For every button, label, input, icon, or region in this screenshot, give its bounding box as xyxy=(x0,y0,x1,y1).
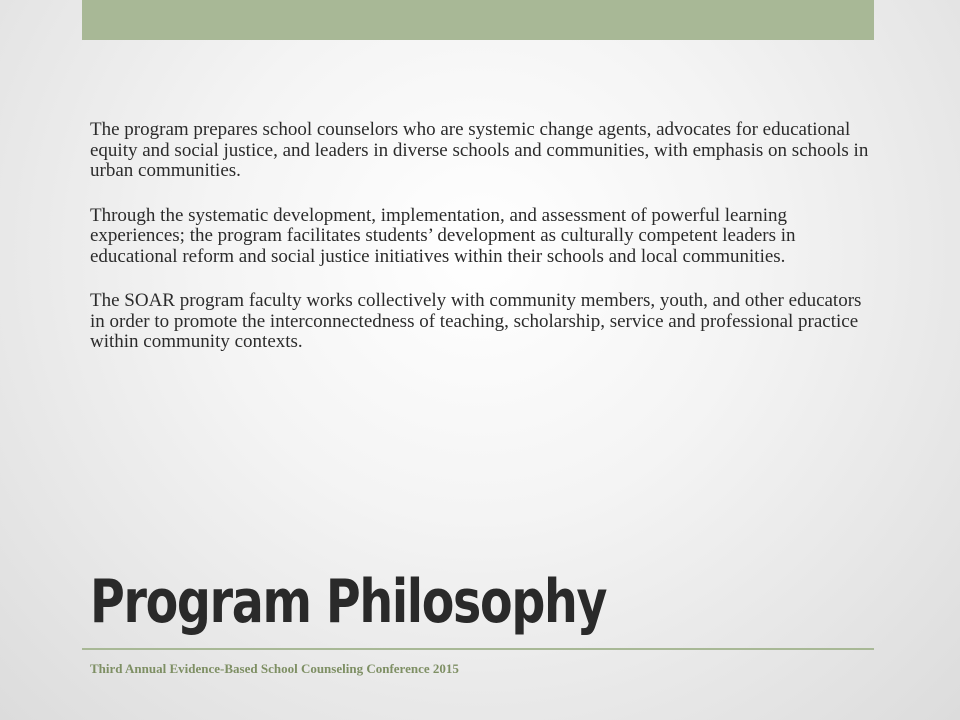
paragraph-development: Through the systematic development, implementation, and assessment of powerful learning experiences; the program facilitates students’ development as culturally competent leaders in educational reform and social justice initiatives within their schools and local communities. xyxy=(90,204,796,267)
slide-title: Program Philosophy xyxy=(90,567,607,637)
footer-conference-label: Third Annual Evidence-Based School Counseling Conference 2015 xyxy=(90,661,459,676)
top-accent-bar xyxy=(82,0,874,40)
paragraph-mission: The program prepares school counselors who are systemic change agents, advocates for educational equity and social justice, and leaders in diverse schools and communities, with emphasis on schools in urban communities. xyxy=(90,119,869,181)
slide-body xyxy=(90,120,870,377)
paragraph-collaboration: The SOAR program faculty works collectively with community members, youth, and other educators in order to promote the interconnectedness of teaching, scholarship, service and professional practice within community contexts. xyxy=(90,290,862,352)
footer-divider xyxy=(82,648,874,650)
